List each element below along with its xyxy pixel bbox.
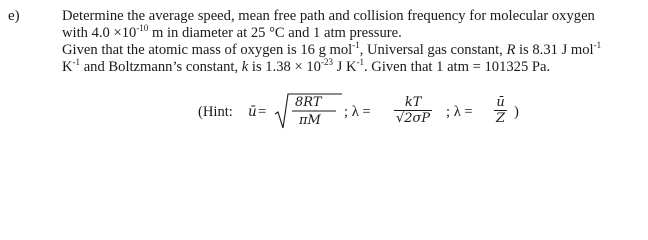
- boltzmann-symbol: k: [241, 59, 249, 75]
- equals-sign: =: [258, 104, 267, 120]
- mol-unit: mol: [325, 42, 353, 58]
- collision-frequency-fraction: [494, 95, 507, 126]
- gas-constant-value: is 8.31 J mol: [515, 42, 594, 58]
- question-text: Determine the average speed, mean free path and collision frequency for molecular oxygen: [62, 8, 595, 24]
- average-speed-symbol: ū: [248, 104, 257, 120]
- mean-free-path-denominator: √2σP: [396, 111, 431, 126]
- separator-2: ; λ =: [446, 104, 473, 120]
- collision-frequency-denominator: Z: [496, 111, 506, 126]
- question-label: e): [8, 8, 20, 24]
- atomic-mass-text: Given that the atomic mass of oxygen is 16: [62, 42, 319, 58]
- gas-constant-exponent: -1: [593, 40, 602, 50]
- kelvin-exponent: -1: [72, 57, 81, 67]
- boltzmann-unit: J K: [332, 59, 357, 75]
- question-line-1: [62, 8, 595, 24]
- question-line-3: [62, 42, 601, 58]
- collision-frequency-numerator: ū: [496, 95, 505, 110]
- boltzmann-value: is 1.38 × 10: [248, 59, 321, 75]
- question-line-4: [62, 59, 550, 75]
- conditions-text: m in diameter at 25 °C and 1 atm pressure.: [148, 25, 402, 41]
- separator-1: ; λ =: [344, 104, 371, 120]
- gas-constant-symbol: R: [506, 42, 516, 58]
- boltzmann-text: and Boltzmann’s constant,: [80, 59, 242, 75]
- boltzmann-unit-exponent: -1: [356, 57, 364, 67]
- diameter-text: with 4.0 ×10: [62, 25, 137, 41]
- hint-close: ): [514, 104, 519, 120]
- diameter-exponent: -10: [136, 23, 149, 33]
- question-line-2: [62, 25, 402, 41]
- mol-exponent: -1: [352, 40, 360, 50]
- gas-constant-text: , Universal gas constant,: [359, 42, 507, 58]
- mean-free-path-fraction: [394, 95, 432, 126]
- boltzmann-exponent: -23: [320, 57, 333, 67]
- gram-unit: g: [318, 42, 326, 58]
- kelvin-unit: K: [62, 59, 73, 75]
- pressure-conversion-text: . Given that 1 atm = 101325 Pa.: [363, 59, 551, 75]
- hint-open: (Hint:: [198, 104, 233, 120]
- sqrt-denominator: πM: [299, 113, 321, 128]
- sqrt-numerator: 8RT: [295, 95, 322, 110]
- mean-free-path-numerator: kT: [404, 95, 422, 110]
